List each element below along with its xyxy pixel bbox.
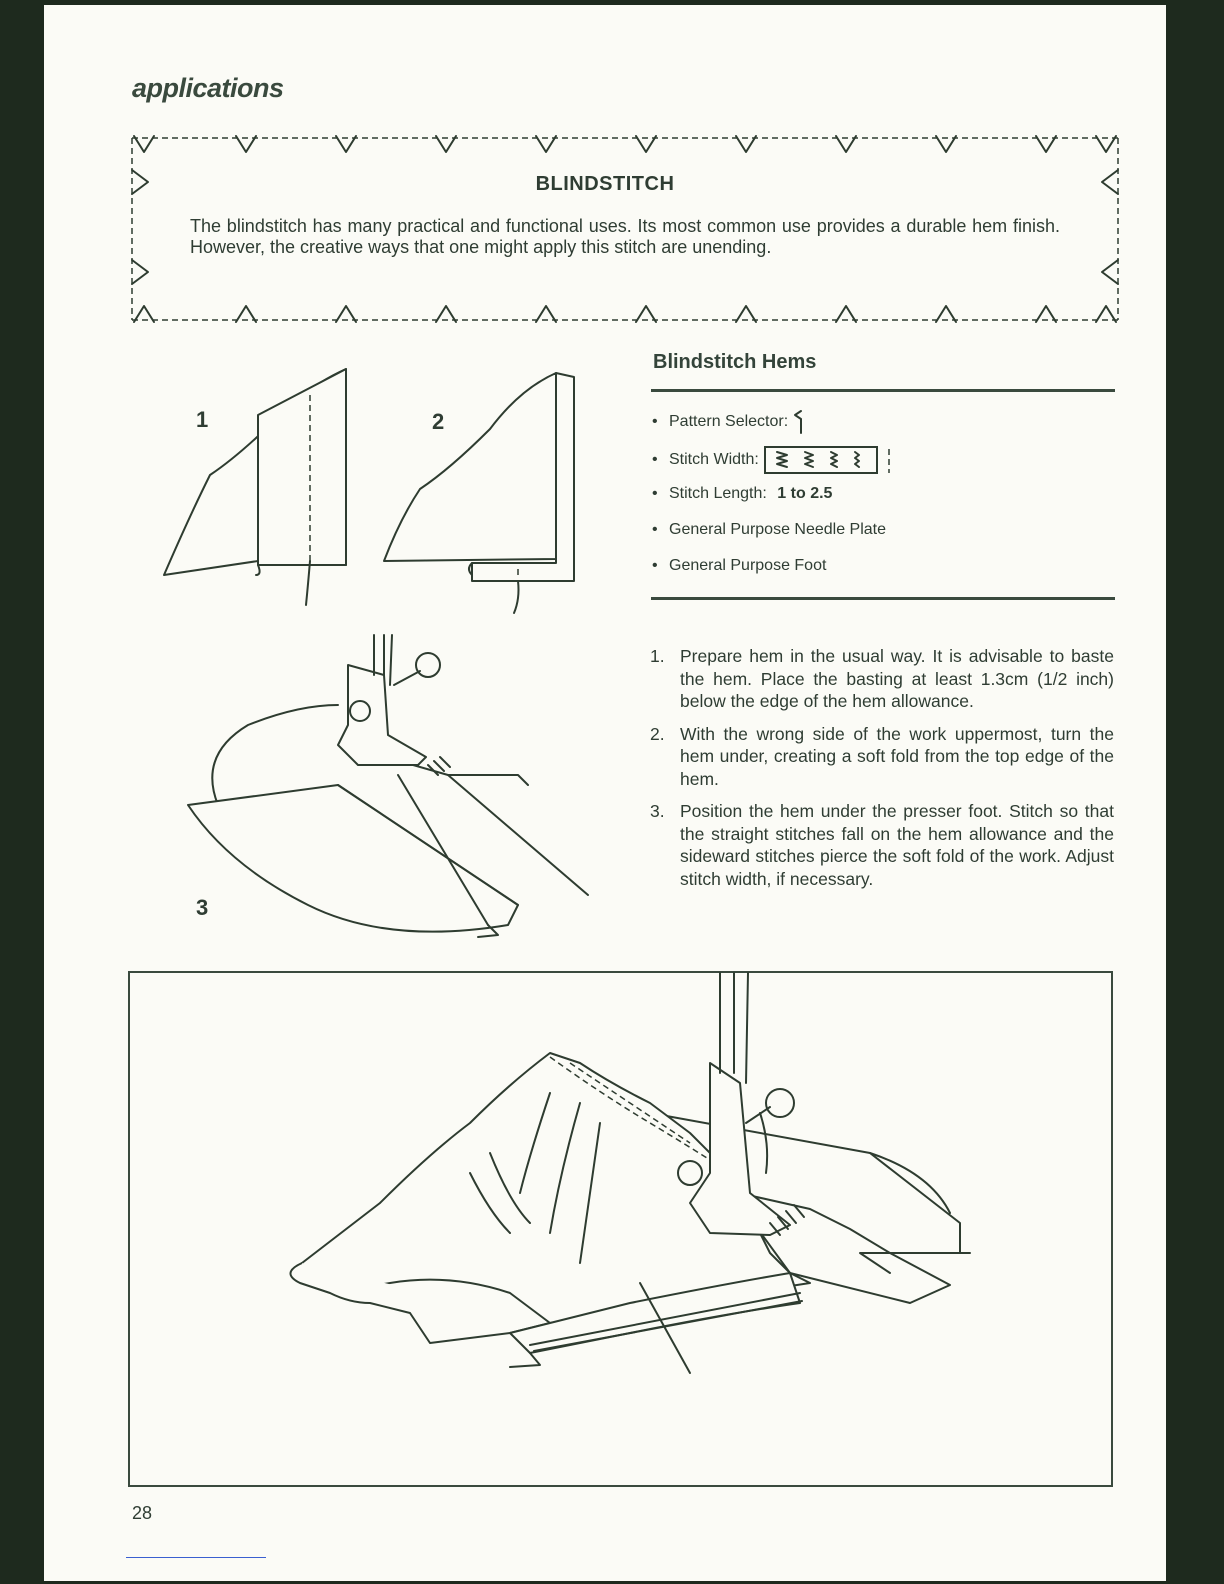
- subsection-heading: Blindstitch Hems: [653, 351, 817, 373]
- blindstitch-sewing-illustration: [130, 973, 1111, 1485]
- setting-presser-foot: • General Purpose Foot: [652, 557, 827, 574]
- figure-2-soft-fold: [380, 369, 580, 619]
- figure-1-label: 1: [196, 407, 209, 432]
- instruction-steps: [650, 645, 1114, 900]
- section-title: applications: [132, 73, 284, 103]
- machine-settings-list: [652, 409, 1122, 589]
- figure-1-hem-fold: [160, 365, 360, 615]
- illustration-frame: [128, 971, 1113, 1487]
- step-2: 2. With the wrong side of the work uppermost, turn the hem under, creating a soft fold from the top edge of the hem.: [650, 723, 1114, 789]
- manual-page: [44, 5, 1166, 1581]
- setting-stitch-length: • Stitch Length: 1 to 2.5: [652, 485, 833, 502]
- figure-3-sewing-machine: [188, 635, 608, 955]
- intro-heading: BLINDSTITCH: [535, 173, 675, 195]
- top-rule: [651, 389, 1115, 392]
- decorative-blue-line: [126, 1557, 266, 1558]
- bottom-rule: [651, 597, 1115, 600]
- setting-needle-plate: • General Purpose Needle Plate: [652, 521, 887, 538]
- step-3: 3. Position the hem under the presser foot. Stitch so that the straight stitches fall on the hem allowance and the sideward stitches pierce the soft fold of the work. Adjust stitch width, if necessary.: [650, 801, 1114, 889]
- figure-3-label: 3: [196, 895, 209, 920]
- step-1: 1. Prepare hem in the usual way. It is advisable to baste the hem. Place the basting at least 1.3cm (1/2 inch) below the edge of the hem allowance.: [650, 646, 1114, 711]
- setting-stitch-width: • Stitch Width:: [652, 445, 1122, 481]
- intro-paragraph: The blindstitch has many practical and functional uses. Its most common use provides a durable hem finish. However, the creative ways that one might apply this stitch are unending.: [190, 216, 1060, 257]
- stitch-width-gauge-icon: [763, 445, 893, 475]
- page-number: 28: [132, 1503, 153, 1523]
- setting-pattern-selector: • Pattern Selector:: [652, 409, 1122, 445]
- blindstitch-pattern-icon: [793, 409, 807, 435]
- figure-2-label: 2: [432, 409, 445, 434]
